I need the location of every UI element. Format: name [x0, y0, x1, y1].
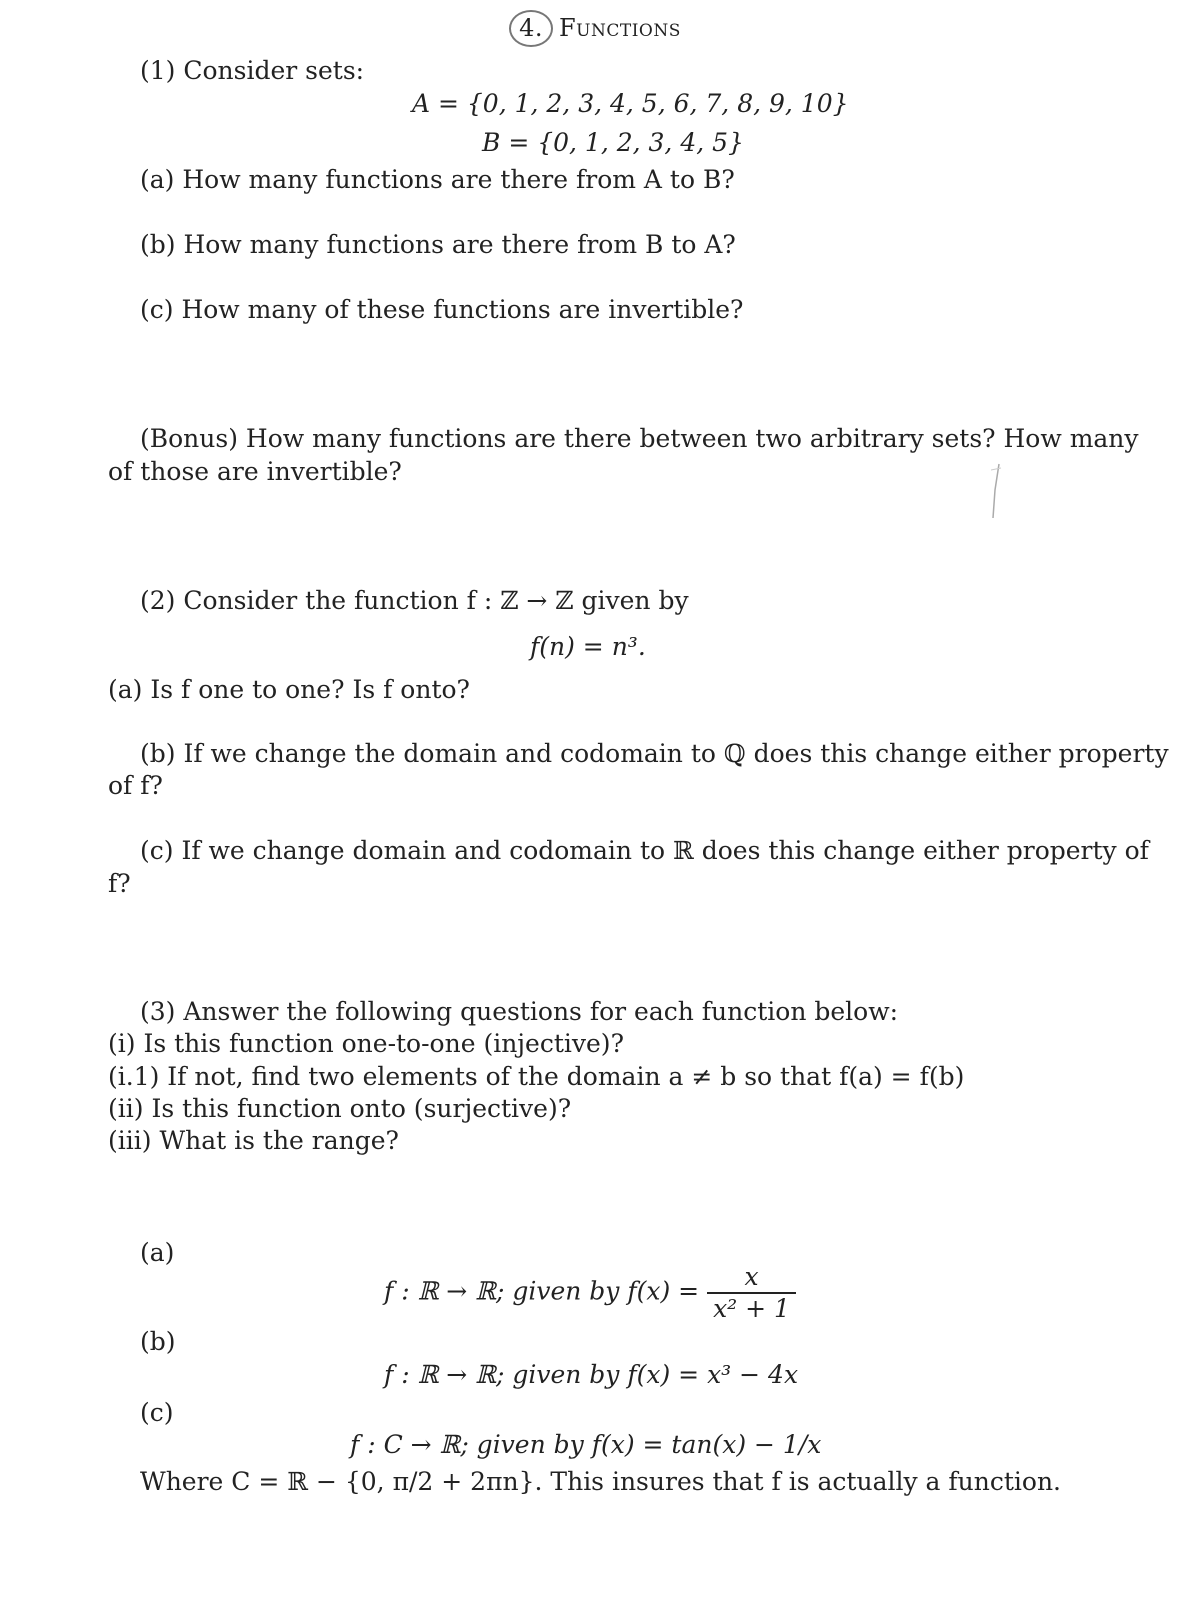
q3-item-iii: (iii) What is the range?	[108, 1126, 399, 1155]
q2-part-b-line1: (b) If we change the domain and codomain to ℚ does this change either property	[140, 739, 1169, 768]
q1-part-b: (b) How many functions are there from B to A?	[140, 230, 736, 259]
q3-a-numerator: x	[744, 1262, 759, 1291]
q3-a-fraction	[707, 1262, 796, 1324]
q2-intro: (2) Consider the function f : ℤ → ℤ given by	[140, 586, 689, 615]
q3-item-ii: (ii) Is this function onto (surjective)?	[108, 1094, 572, 1123]
q1-set-a: A = {0, 1, 2, 3, 4, 5, 6, 7, 8, 9, 10}	[412, 89, 849, 118]
q2-part-c-line2: f?	[108, 869, 131, 898]
q1-bonus-line1: (Bonus) How many functions are there between two arbitrary sets? How many	[140, 424, 1139, 453]
section-number: 4.	[509, 10, 553, 47]
pencil-mark	[985, 460, 1005, 520]
q1-intro: (1) Consider sets:	[140, 56, 365, 85]
q1-set-b: B = {0, 1, 2, 3, 4, 5}	[482, 128, 744, 157]
q2-part-a: (a) Is f one to one? Is f onto?	[108, 675, 470, 704]
section-title: Functions	[559, 14, 681, 42]
q3-c-formula: f : C → ℝ; given by f(x) = tan(x) − 1/x	[350, 1430, 822, 1459]
q3-a-label: (a)	[140, 1238, 175, 1267]
q1-part-c: (c) How many of these functions are invertible?	[140, 295, 744, 324]
page-title	[0, 10, 1190, 47]
q3-c-note: Where C = ℝ − {0, π/2 + 2πn}. This insures that f is actually a function.	[140, 1467, 1061, 1496]
q1-bonus-line2: of those are invertible?	[108, 457, 402, 486]
q3-item-i: (i) Is this function one-to-one (injective)?	[108, 1029, 624, 1058]
q2-formula: f(n) = n³.	[530, 632, 646, 661]
q1-part-a: (a) How many functions are there from A to B?	[140, 165, 735, 194]
q3-b-formula: f : ℝ → ℝ; given by f(x) = x³ − 4x	[384, 1360, 799, 1389]
q3-intro: (3) Answer the following questions for each function below:	[140, 997, 899, 1026]
q3-b-label: (b)	[140, 1327, 176, 1356]
q3-a-formula	[384, 1262, 796, 1324]
q3-a-denominator: x² + 1	[707, 1292, 796, 1324]
q2-part-c-line1: (c) If we change domain and codomain to ℝ does this change either property of	[140, 836, 1149, 865]
q3-a-formula-prefix: f : ℝ → ℝ; given by f(x) =	[384, 1276, 700, 1306]
q3-item-i1: (i.1) If not, find two elements of the domain a ≠ b so that f(a) = f(b)	[108, 1062, 965, 1091]
q3-c-label: (c)	[140, 1398, 174, 1427]
q2-part-b-line2: of f?	[108, 771, 163, 800]
